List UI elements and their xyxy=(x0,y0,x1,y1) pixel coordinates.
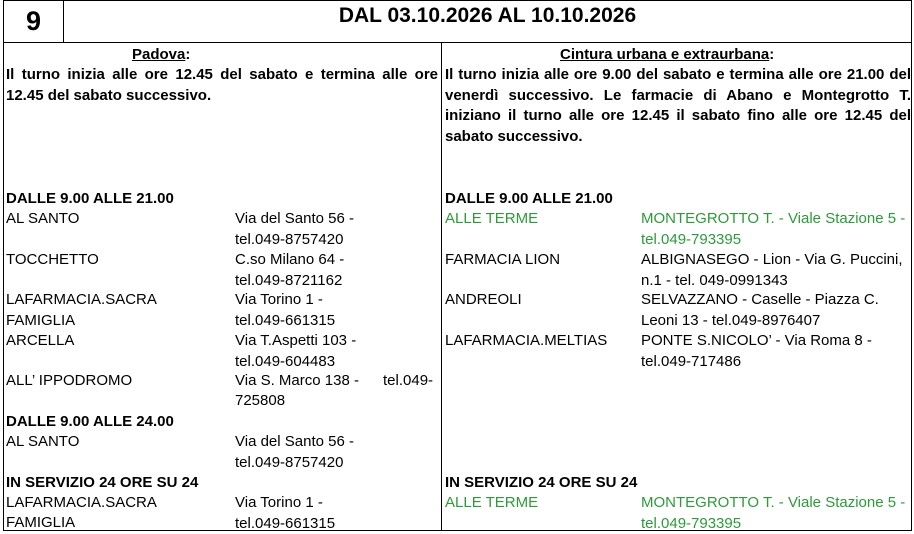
right-pharmacy-address: SELVAZZANO - Caselle - Piazza C. Leoni 13 - tel.049-8976407 xyxy=(641,291,879,329)
left-pharmacy-address: Via Torino 1 - tel.049-661315 xyxy=(235,494,336,532)
right-intro: Il turno inizia alle ore 9.00 del sabato e termina alle ore 21.00 del venerdì successivo. Le farmacie di Abano e Montegrotto T. iniziano il turno alle ore 12.45 il sabato fino alle ore 12.45 del sabato successivo. xyxy=(445,66,911,145)
left-pharmacy-name-line2: FAMIGLIA xyxy=(6,312,76,329)
right-heading xyxy=(560,45,774,66)
header-row xyxy=(4,1,911,43)
left-pharmacy-address: Via Torino 1 - tel.049-661315 xyxy=(235,291,336,329)
right-pharmacy-address: PONTE S.NICOLO’ - Via Roma 8 - tel.049-717486 xyxy=(641,332,872,370)
left-pharmacy-name: LAFARMACIA.SACRA xyxy=(6,291,157,308)
left-heading-text: Padova xyxy=(132,46,186,63)
right-pharmacy-name-highlight: ALLE TERME xyxy=(445,494,539,511)
right-pharmacy-name: LAFARMACIA.MELTIAS xyxy=(445,332,608,349)
left-section-day: DALLE 9.00 ALLE 21.00 xyxy=(6,190,174,207)
left-pharmacy-name: ARCELLA xyxy=(6,332,75,349)
right-heading-colon: : xyxy=(769,46,775,63)
left-intro: Il turno inizia alle ore 12.45 del sabato e termina alle ore 12.45 del sabato successivo. xyxy=(6,66,438,104)
left-pharmacy-address: Via T.Aspetti 103 - tel.049-604483 xyxy=(235,332,357,370)
left-pharmacy-name-line2: FAMIGLIA xyxy=(6,514,76,531)
column-divider xyxy=(441,42,442,530)
left-pharmacy-phone: tel.049- xyxy=(383,372,434,389)
right-pharmacy-name: ANDREOLI xyxy=(445,291,522,308)
left-section-24h: IN SERVIZIO 24 ORE SU 24 xyxy=(6,474,199,491)
right-pharmacy-address-highlight: MONTEGROTTO T. - Viale Stazione 5 - tel.049-793395 xyxy=(641,494,906,532)
right-section-24h: IN SERVIZIO 24 ORE SU 24 xyxy=(445,474,638,491)
schedule-sheet xyxy=(3,0,912,531)
left-heading-colon: : xyxy=(185,46,191,63)
left-pharmacy-name: TOCCHETTO xyxy=(6,251,99,268)
right-pharmacy-name: FARMACIA LION xyxy=(445,251,561,268)
left-pharmacy-name: LAFARMACIA.SACRA xyxy=(6,494,157,511)
left-pharmacy-address: Via S. Marco 138 - xyxy=(235,372,359,389)
left-pharmacy-address: C.so Milano 64 - tel.049-8721162 xyxy=(235,251,345,289)
right-heading-text: Cintura urbana e extraurbana xyxy=(560,46,770,63)
left-pharmacy-phone-line2: 725808 xyxy=(235,392,286,409)
right-pharmacy-name-highlight: ALLE TERME xyxy=(445,210,539,227)
left-pharmacy-address: Via del Santo 56 - tel.049-8757420 xyxy=(235,433,354,471)
left-pharmacy-name: ALL’ IPPODROMO xyxy=(6,372,133,389)
left-section-evening: DALLE 9.00 ALLE 24.00 xyxy=(6,413,174,430)
left-pharmacy-name: AL SANTO xyxy=(6,210,80,227)
left-heading xyxy=(132,45,190,66)
week-number: 9 xyxy=(4,1,64,42)
left-pharmacy-name: AL SANTO xyxy=(6,433,80,450)
right-pharmacy-address-highlight: MONTEGROTTO T. - Viale Stazione 5 - tel.049-793395 xyxy=(641,210,906,248)
left-pharmacy-address: Via del Santo 56 - tel.049-8757420 xyxy=(235,210,354,248)
date-range-title: DAL 03.10.2026 AL 10.10.2026 xyxy=(338,4,637,27)
right-pharmacy-address: ALBIGNASEGO - Lion - Via G. Puccini, n.1 - tel. 049-0991343 xyxy=(641,251,903,289)
right-section-day: DALLE 9.00 ALLE 21.00 xyxy=(445,190,613,207)
